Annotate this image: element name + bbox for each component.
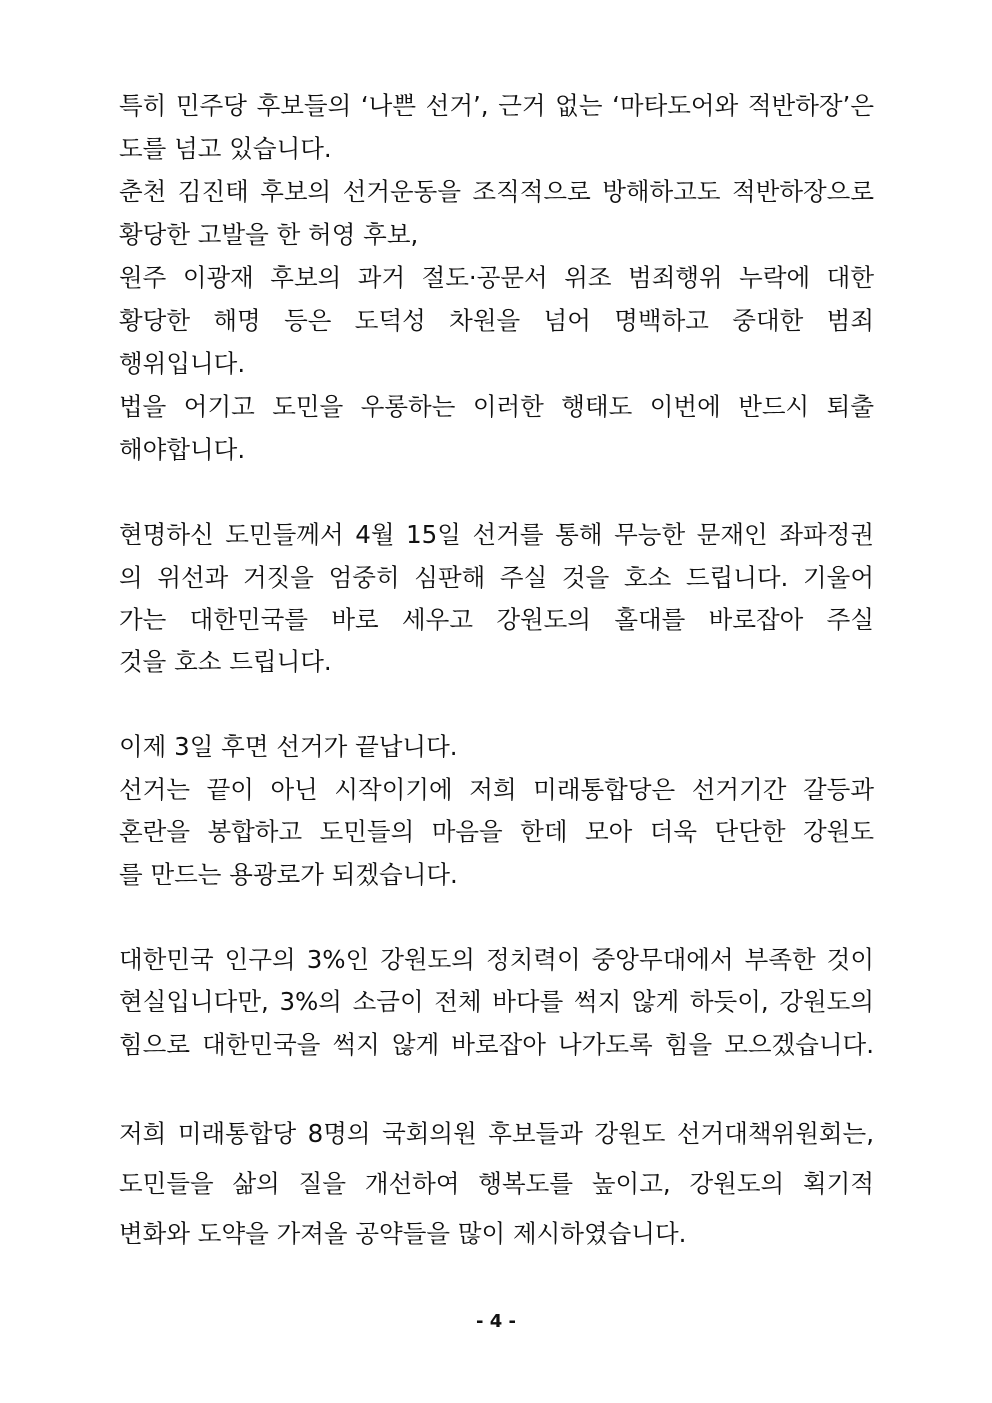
text-line: 특히 민주당 후보들의 ‘나쁜 선거’, 근거 없는 ‘마타도어와 적반하장’은 bbox=[119, 91, 874, 120]
text-line: 선거는 끝이 아닌 시작이기에 저희 미래통합당은 선거기간 갈등과 bbox=[119, 775, 874, 804]
text-line: 를 만드는 용광로가 되겠습니다. bbox=[119, 860, 458, 889]
text-line: 저희 미래통합당 8명의 국회의원 후보들과 강원도 선거대책위원회는, bbox=[119, 1119, 874, 1148]
text-line: 이제 3일 후면 선거가 끝납니다. bbox=[119, 732, 458, 761]
text-line: 도민들을 삶의 질을 개선하여 행복도를 높이고, 강원도의 획기적 bbox=[119, 1169, 874, 1198]
text-line: 원주 이광재 후보의 과거 절도·공문서 위조 범죄행위 누락에 대한 bbox=[119, 263, 874, 292]
text-line: 현실입니다만, 3%의 소금이 전체 바다를 썩지 않게 하듯이, 강원도의 bbox=[119, 987, 874, 1016]
text-line: 가는 대한민국를 바로 세우고 강원도의 홀대를 바로잡아 주실 bbox=[119, 605, 874, 634]
page-number: - 4 - bbox=[476, 1311, 516, 1332]
text-line: 의 위선과 거짓을 엄중히 심판해 주실 것을 호소 드립니다. 기울어 bbox=[119, 563, 874, 592]
text-line: 황당한 해명 등은 도덕성 차원을 넘어 명백하고 중대한 범죄 bbox=[119, 306, 874, 335]
text-line: 대한민국 인구의 3%인 강원도의 정치력이 중앙무대에서 부족한 것이 bbox=[119, 945, 874, 974]
text-line: 힘으로 대한민국을 썩지 않게 바로잡아 나가도록 힘을 모으겠습니다. bbox=[119, 1030, 874, 1059]
text-line: 행위입니다. bbox=[119, 349, 246, 378]
text-line: 현명하신 도민들께서 4월 15일 선거를 통해 무능한 문재인 좌파정권 bbox=[119, 520, 874, 549]
text-line: 혼란을 봉합하고 도민들의 마음을 한데 모아 더욱 단단한 강원도 bbox=[119, 817, 874, 846]
text-line: 것을 호소 드립니다. bbox=[119, 647, 332, 676]
text-line: 변화와 도약을 가져올 공약들을 많이 제시하였습니다. bbox=[119, 1219, 687, 1248]
text-line: 황당한 고발을 한 허영 후보, bbox=[119, 220, 419, 249]
text-line: 법을 어기고 도민을 우롱하는 이러한 행태도 이번에 반드시 퇴출 bbox=[119, 392, 874, 421]
text-line: 춘천 김진태 후보의 선거운동을 조직적으로 방해하고도 적반하장으로 bbox=[119, 177, 874, 206]
text-line: 도를 넘고 있습니다. bbox=[119, 134, 332, 163]
text-line: 해야합니다. bbox=[119, 435, 246, 464]
